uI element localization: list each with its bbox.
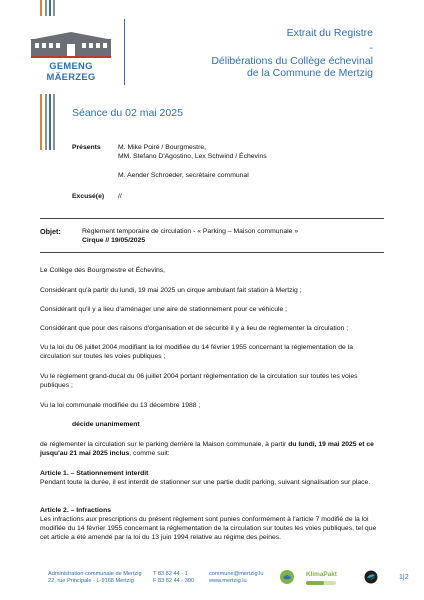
footer-web[interactable]: www.mertzig.lu — [209, 578, 247, 584]
objet-divider — [40, 218, 384, 219]
region-logo-icon — [279, 569, 295, 585]
logo-text: GEMENG MÄERZEG — [46, 60, 96, 82]
presents-line2: MM. Stefano D'Agostino, Lex Schwind / Échevins — [118, 153, 267, 160]
body-intro: Le Collège des Bourgmestre et Échevins, — [40, 267, 166, 274]
klimapakt-icon — [306, 580, 336, 586]
considerant-3: Considérant que pour des raisons d'organisation et de sécurité il y a lieu de réglementer la circulation ; — [40, 325, 349, 332]
town-hall-icon — [29, 32, 113, 58]
considerant-1: Considérant qu'à partir du lundi, 19 mai 2025 un cirque ambulant fait station à Mertzig ; — [40, 287, 302, 294]
vu-reglement-2004: Vu le règlement grand-ducal du 06 juillet 2004 portant réglementation de la circulation sur toutes les voies publiques ; — [40, 373, 358, 389]
decision-text — [40, 440, 384, 458]
vu-loi-2004: Vu la loi du 06 juillet 2004 modifiant la loi modifiée du 14 février 1955 concernant la réglementation de la circulation sur toutes les voies publiques ; — [40, 344, 353, 360]
objet-line2: Cirque // 19/05/2025 — [82, 237, 146, 244]
footer-fax: F 83 82 44 - 300 — [153, 578, 195, 584]
objet-label: Objet: — [40, 227, 61, 236]
presents-label: Présents — [72, 144, 101, 151]
footer-tel: T 83 82 44 - 1 — [153, 571, 188, 577]
header-deliberations: Délibérations du Collège échevinal — [211, 55, 373, 67]
article-1-text: Pendant toute la durée, il est interdit de stationner sur une partie dudit parking, suivant signalisation sur place. — [40, 479, 371, 486]
article-2-title: Article 2. – Infractions — [40, 507, 112, 514]
header-dash: - — [369, 42, 373, 54]
vu-loi-communale: Vu la loi communale modifiée du 13 décembre 1988 ; — [40, 402, 201, 409]
article-1-title: Article 1. – Stationnement interdit — [40, 470, 149, 477]
decision-post: , comme suit: — [129, 450, 170, 457]
presents-line1: M. Mike Poiré / Bourgmestre, — [118, 144, 207, 151]
decision-pre: de réglementer la circulation sur le parking derrière la Maison communale, à partir — [40, 441, 289, 448]
header-commune: de la Commune de Mertzig — [246, 67, 373, 79]
footer-klimapakt: KlimaPakt — [306, 571, 337, 578]
objet-line1: Règlement temporaire de circulation - « Parking – Maison communale » — [82, 228, 299, 235]
municipality-logo — [26, 32, 116, 82]
seance-date: Séance du 02 mai 2025 — [72, 107, 183, 119]
secretary-line: M. Aender Schroeder, secrétaire communal — [118, 172, 249, 179]
decide-heading: décide unanimement — [72, 421, 140, 428]
objet-divider-bottom — [40, 252, 384, 253]
footer-admin: Administration communale de Mertzig — [48, 571, 142, 577]
excuses-label: Excusé(e) — [72, 193, 105, 200]
excuses-value: // — [118, 193, 122, 200]
footer-email[interactable]: commune@mertzig.lu — [209, 571, 264, 577]
considerant-2: Considérant qu'il y a lieu d'aménager une aire de stationnement pour ce véhicule ; — [40, 306, 288, 313]
article-2-text: Les infractions aux prescriptions du présent règlement sont punies conformément à l'article 7 modifié de la loi modifiée du 14 février 1955 concernant la réglementation de la circulation sur toutes les voies publiques, tel que cet article a été amendé par la loi du 13 juin 1994 relative au régime des peines. — [40, 516, 377, 541]
page-number: 1|2 — [399, 574, 409, 581]
decision-dates: du lundi, 19 mai 2025 et ce jusqu'au 21 mai 2025 inclus — [40, 441, 374, 457]
header-divider — [124, 19, 125, 85]
fairtrade-icon — [364, 570, 378, 584]
header-extrait: Extrait du Registre — [286, 27, 373, 39]
footer-address: 22, rue Principale · L-9168 Mertzig — [48, 578, 134, 584]
